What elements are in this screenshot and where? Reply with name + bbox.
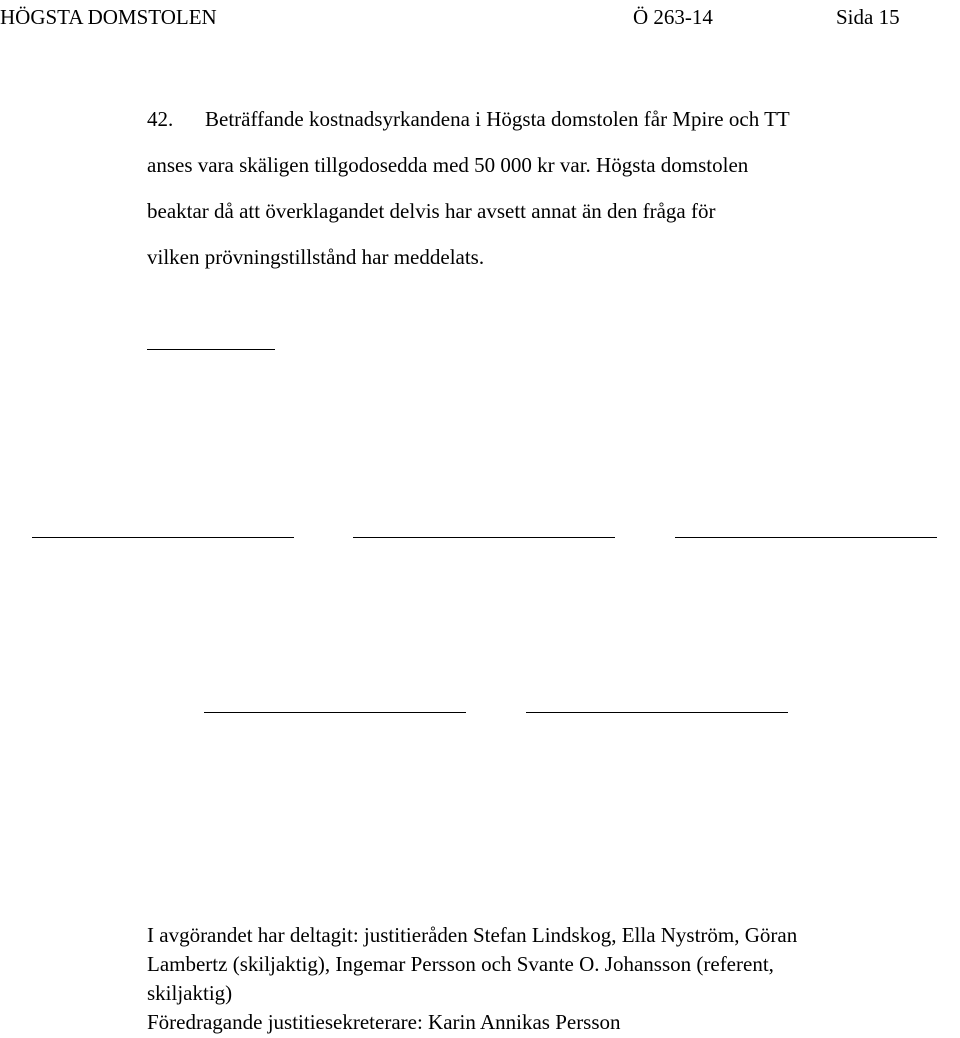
court-name: HÖGSTA DOMSTOLEN	[0, 5, 217, 29]
paragraph-text: Beträffande kostnadsyrkandena i Högsta domstolen får Mpire och TT	[205, 107, 790, 131]
signature-line	[204, 712, 466, 713]
paragraph-line: beaktar då att överklagandet delvis har avsett annat än den fråga för	[147, 199, 716, 223]
paragraph-42	[147, 96, 947, 280]
participants-note	[147, 921, 959, 1037]
signature-line	[353, 537, 615, 538]
signature-line	[526, 712, 788, 713]
signature-line	[32, 537, 294, 538]
page-number: Sida 15	[836, 5, 900, 29]
paragraph-line: vilken prövningstillstånd har meddelats.	[147, 245, 485, 269]
paragraph-line	[147, 96, 947, 142]
paragraph-number: 42.	[147, 107, 174, 131]
case-number: Ö 263-14	[633, 5, 713, 29]
signature-line	[675, 537, 937, 538]
footer-line: skiljaktig)	[147, 981, 233, 1005]
footer-line: I avgörandet har deltagit: justitieråden Stefan Lindskog, Ella Nyström, Göran	[147, 923, 798, 947]
footer-line: Lambertz (skiljaktig), Ingemar Persson och Svante O. Johansson (referent,	[147, 952, 774, 976]
paragraph-line: anses vara skäligen tillgodosedda med 50 000 kr var. Högsta domstolen	[147, 153, 749, 177]
footer-line: Föredragande justitiesekreterare: Karin Annikas Persson	[147, 1010, 621, 1034]
separator-rule	[147, 349, 275, 350]
